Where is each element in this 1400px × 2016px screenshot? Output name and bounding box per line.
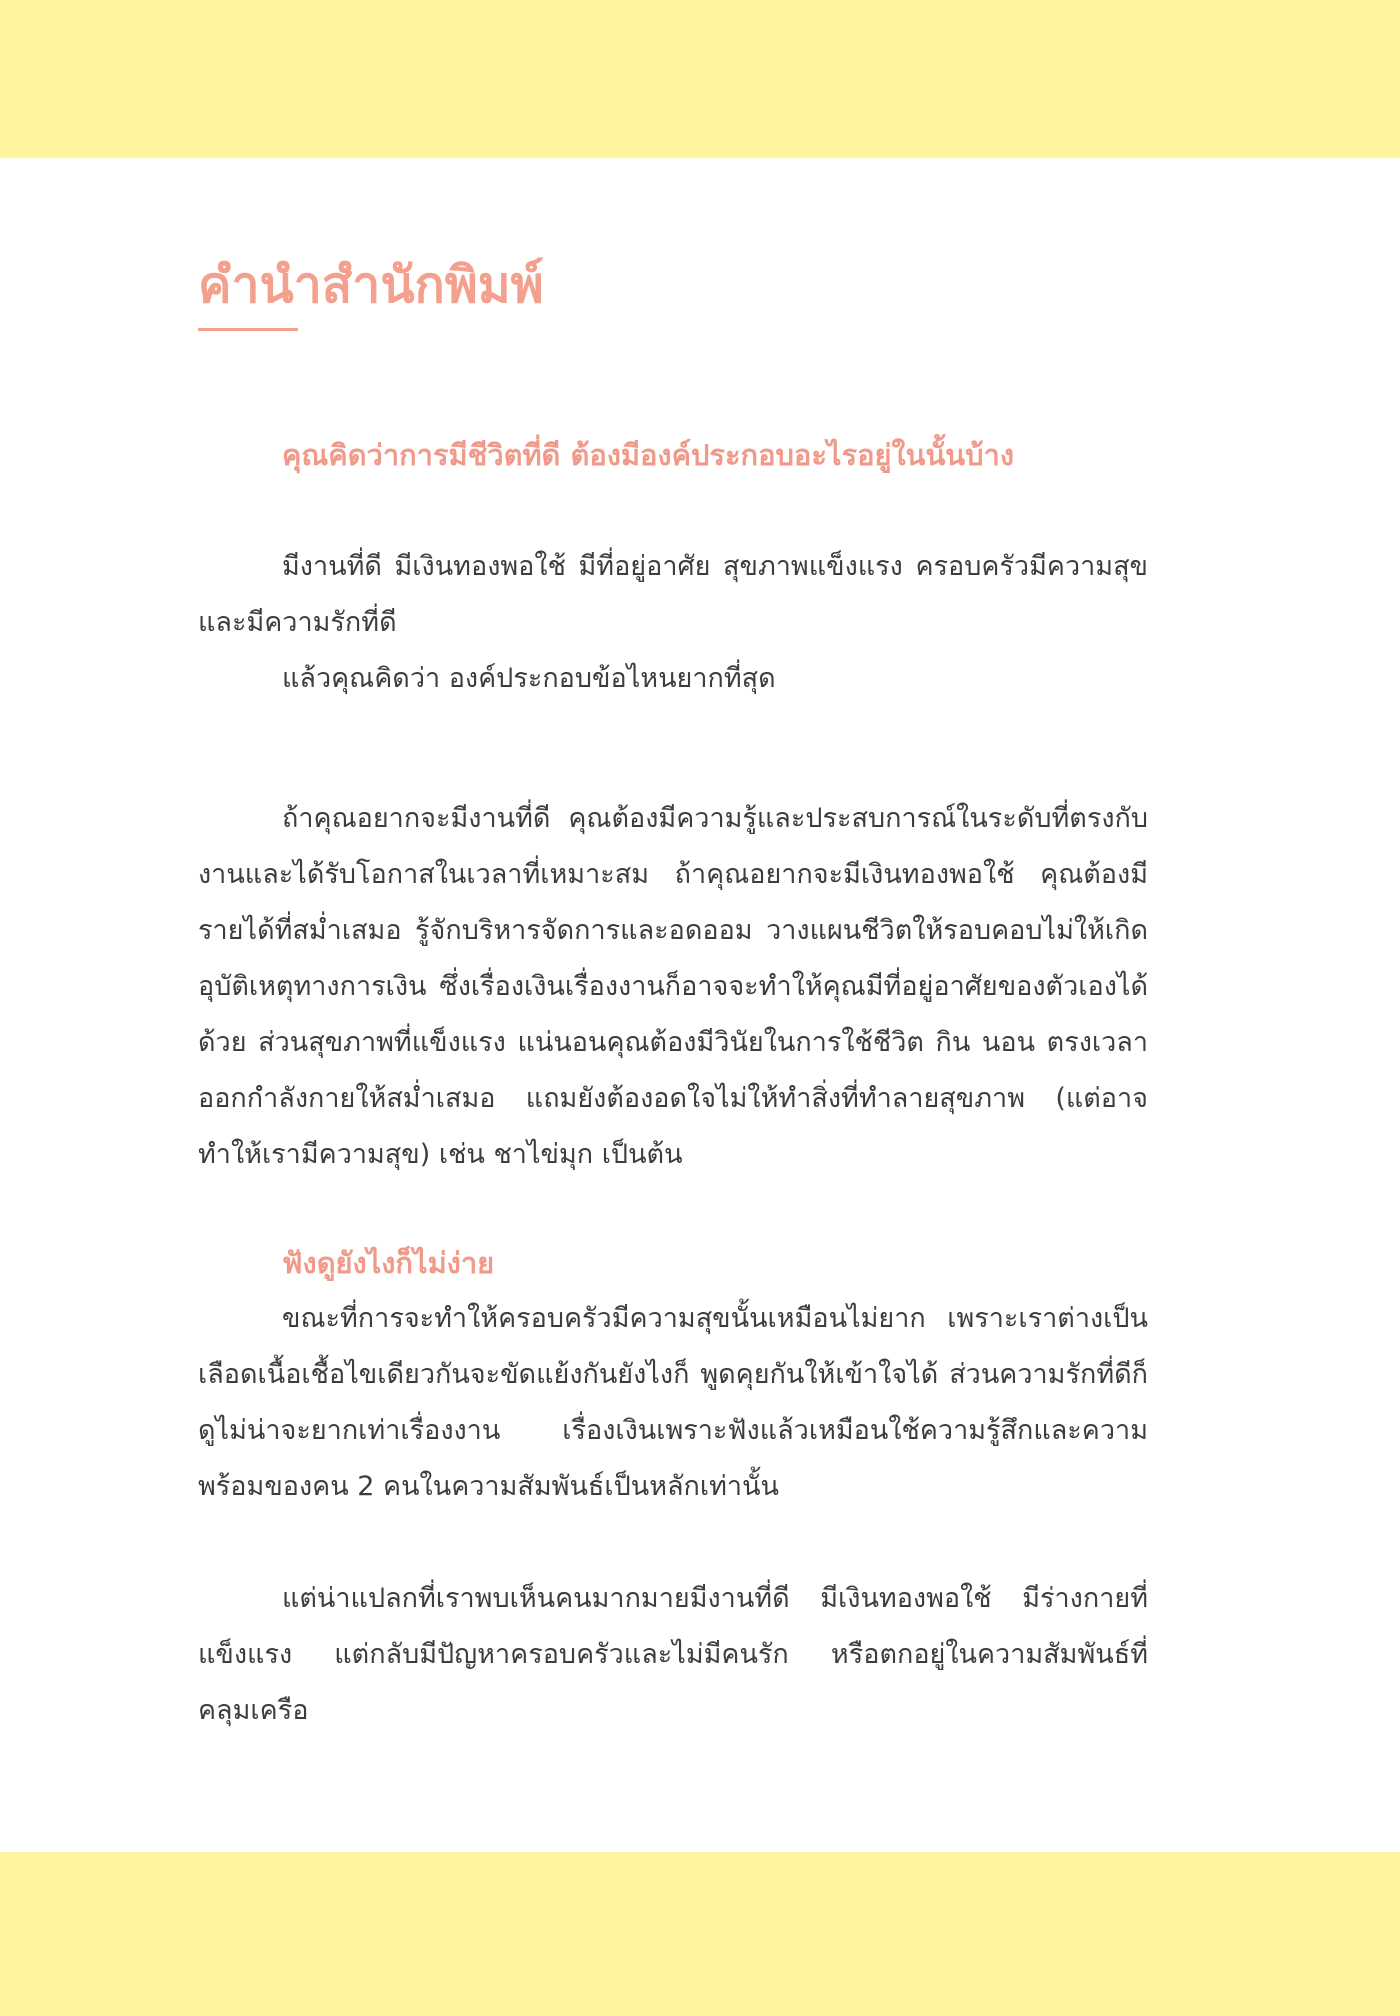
- header-band: [0, 0, 1400, 158]
- section-heading-2: ฟังดูยังไงก็ไม่ง่าย: [282, 1246, 495, 1280]
- paragraph-4: ขณะที่การจะทำให้ครอบครัวมีความสุขนั้นเหมือนไม่ยาก เพราะเราต่างเป็นเลือดเนื้อเชื้อไขเดียวกันจะขัดแย้งกันยังไงก็ พูดคุยกันให้เข้าใจได้ ส่วนความรักที่ดีก็ดูไม่น่าจะยากเท่าเรื่องงาน เรื่องเงินเพราะฟังแล้วเหมือนใช้ความรู้สึกและความพร้อมของคน 2 คนในความสัมพันธ์เป็นหลักเท่านั้น: [198, 1303, 1148, 1502]
- title-underline: [198, 328, 298, 331]
- paragraph-1: มีงานที่ดี มีเงินทองพอใช้ มีที่อยู่อาศัย สุขภาพแข็งแรง ครอบครัวมีความสุขและมีความรักที่ดี: [198, 551, 1148, 638]
- paragraph-2: แล้วคุณคิดว่า องค์ประกอบข้อไหนยากที่สุด: [282, 663, 776, 694]
- footer-band: [0, 1852, 1400, 2016]
- paragraph-3: ถ้าคุณอยากจะมีงานที่ดี คุณต้องมีความรู้และประสบการณ์ในระดับที่ตรงกับงานและได้รับโอกาสในเวลาที่เหมาะสม ถ้าคุณอยากจะมีเงินทองพอใช้ คุณต้องมีรายได้ที่สม่ำเสมอ รู้จักบริหารจัดการและอดออม วางแผนชีวิตให้รอบคอบไม่ให้เกิดอุบัติเหตุทางการเงิน ซึ่งเรื่องเงินเรื่องงานก็อาจจะทำให้คุณมีที่อยู่อาศัยของตัวเองได้ด้วย ส่วนสุขภาพที่แข็งแรง แน่นอนคุณต้องมีวินัยในการใช้ชีวิต กิน นอน ตรงเวลา ออกกำลังกายให้สม่ำเสมอ แถมยังต้องอดใจไม่ให้ทำสิ่งที่ทำลายสุขภาพ (แต่อาจทำให้เรามีความสุข) เช่น ชาไข่มุก เป็นต้น: [198, 803, 1148, 1170]
- page-title: คำนำสำนักพิมพ์: [198, 256, 544, 314]
- paragraph-5: แต่น่าแปลกที่เราพบเห็นคนมากมายมีงานที่ดี มีเงินทองพอใช้ มีร่างกายที่แข็งแรง แต่กลับมีปัญหาครอบครัวและไม่มีคนรัก หรือตกอยู่ในความสัมพันธ์ที่คลุมเครือ: [198, 1583, 1148, 1726]
- page-content: [198, 250, 1148, 1739]
- section-heading-1: คุณคิดว่าการมีชีวิตที่ดี ต้องมีองค์ประกอบอะไรอยู่ในนั้นบ้าง: [282, 438, 1014, 472]
